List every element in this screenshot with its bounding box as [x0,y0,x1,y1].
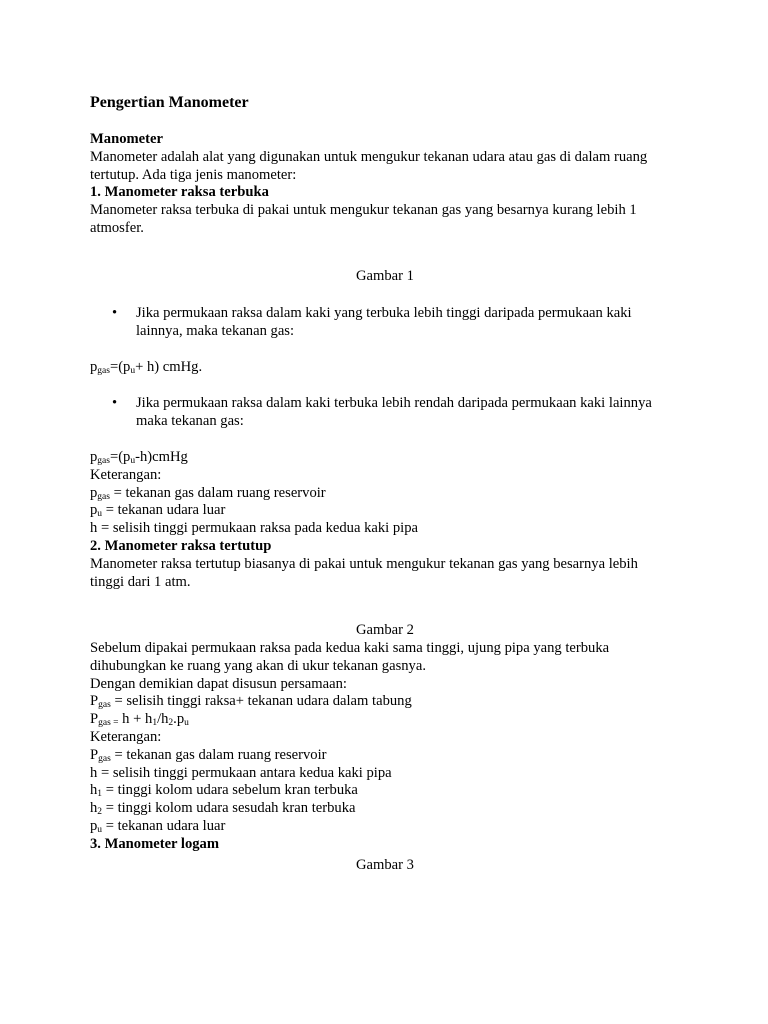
section2-heading: 2. Manometer raksa tertutup [90,537,272,554]
legend-item: $p_u$ = tekanan udara luar [90,502,226,520]
formula-2: $p_{gas}=(p_u-h)cmHg$ [90,449,188,466]
keterangan-label: Keterangan: [90,466,162,483]
section1-heading: 1. Manometer raksa terbuka [90,184,269,201]
intro-block [90,131,647,238]
formula-1: $p_{gas}=(p_u+ h)$ cmHg. [90,359,203,376]
para-line: Dengan demikian dapat disusun persamaan: [90,675,347,692]
para-line: Sebelum dipakai permukaan raksa pada kedua kaki sama tinggi, ujung pipa yang terbuka [90,640,610,656]
legend-item: h = selisih tinggi permukaan antara kedua kaki pipa [90,764,392,781]
section2-line: tinggi dari 1 atm. [90,573,191,590]
para-line: dihubungkan ke ruang yang akan di ukur tekanan gasnya. [90,657,426,674]
bullet-line: Jika permukaan raksa dalam kaki terbuka lebih rendah daripada permukaan kaki lainnya [136,395,652,411]
keterangan-label: Keterangan: [90,728,162,745]
page-title: Pengertian Manometer [90,94,249,111]
legend-item: $h_1$ = tinggi kolom udara sebelum kran terbuka [90,782,358,800]
intro-line: tertutup. Ada tiga jenis manometer: [90,166,297,183]
equation-1: $P_{gas}$ = selisih tinggi raksa+ tekanan udara dalam tabung [90,693,412,711]
legend-item: $P_{gas}$ = tekanan gas dalam ruang reservoir [90,746,327,764]
bullet-icon: • [112,305,118,321]
intro-line: Manometer adalah alat yang digunakan untuk mengukur tekanan udara atau gas di dalam ruang [90,148,648,165]
figure-caption-2: Gambar 2 [356,622,414,638]
section1-line: Manometer raksa terbuka di pakai untuk mengukur tekanan gas yang besarnya kurang lebih 1 [90,202,637,219]
legend-item: $h_2$ = tinggi kolom udara sesudah kran terbuka [90,800,356,818]
legend-item: $p_u$ = tekanan udara luar [90,817,226,835]
section3-heading: 3. Manometer logam [90,835,220,852]
intro-heading: Manometer [90,131,163,147]
section1-details [90,449,638,591]
bullet-line: Jika permukaan raksa dalam kaki yang terbuka lebih tinggi daripada permukaan kaki [136,305,632,321]
figure-caption-1: Gambar 1 [356,268,414,284]
section2-details [90,640,609,854]
bullet-line: maka tekanan gas: [136,413,244,429]
bullet-line: lainnya, maka tekanan gas: [136,323,295,339]
legend-item: h = selisih tinggi permukaan raksa pada kedua kaki pipa [90,520,418,537]
bullet-icon: • [112,395,118,411]
figure-caption-3: Gambar 3 [356,857,414,873]
section2-line: Manometer raksa tertutup biasanya di pakai untuk mengukur tekanan gas yang besarnya lebih [90,555,638,572]
equation-2: $P_{gas =}$ $h + h_1/h_2.p_u$ [90,711,189,729]
legend-item: $p_{gas}$ = tekanan gas dalam ruang reservoir [90,484,326,502]
section1-line: atmosfer. [90,219,144,236]
